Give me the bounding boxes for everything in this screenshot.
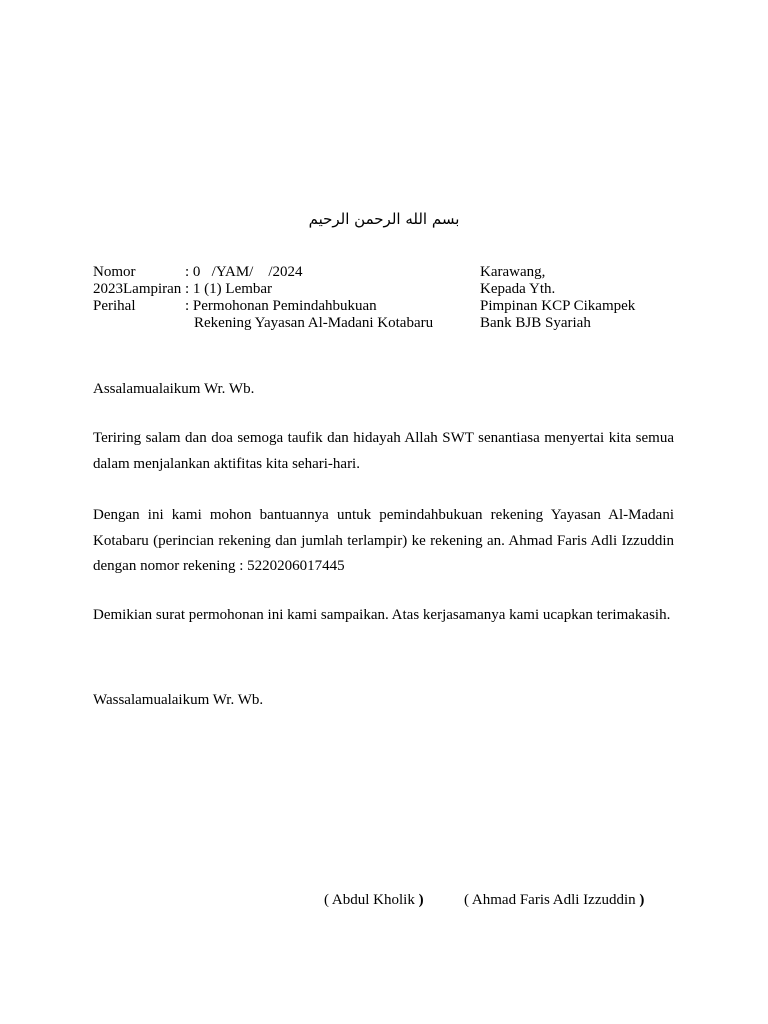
- signature-left-name: ( Abdul Kholik: [324, 892, 419, 908]
- recipient-name: Pimpinan KCP Cikampek: [480, 298, 636, 314]
- lampiran-value: : 1 (1) Lembar: [185, 281, 273, 297]
- nomor-label: Nomor: [93, 264, 136, 280]
- opening-greeting: Assalamualaikum Wr. Wb.: [93, 381, 255, 397]
- paragraph-request: Dengan ini kami mohon bantuannya untuk pemindahbukuan rekening Yayasan Al-Madani Kotabaru (perincian rekening dan jumlah terlampir) ke rekening an. Ahmad Faris Adli Izzuddin dengan nomor rekening : 5220206017445: [93, 507, 674, 574]
- signature-right: [464, 892, 644, 909]
- perihal-value-line-1: : Permohonan Pemindahbukuan: [185, 298, 377, 314]
- paragraph-closing: Demikian surat permohonan ini kami sampaikan. Atas kerjasamanya kami ucapkan terimakasih.: [93, 607, 671, 623]
- basmala-heading: بسم الله الرحمن الرحيم: [308, 210, 460, 228]
- paragraph-intro: Teriring salam dan doa semoga taufik dan hidayah Allah SWT senantiasa menyertai kita semua dalam menjalankan aktifitas kita sehari-hari.: [93, 430, 674, 472]
- signature-right-name: ( Ahmad Faris Adli Izzuddin: [464, 892, 640, 908]
- signature-right-close: ): [639, 892, 645, 908]
- lampiran-label: 2023Lampiran: [93, 281, 182, 297]
- city-date: Karawang,: [480, 264, 546, 280]
- closing-greeting: Wassalamualaikum Wr. Wb.: [93, 692, 264, 708]
- perihal-value-line-2: Rekening Yayasan Al-Madani Kotabaru: [194, 315, 434, 331]
- recipient-bank: Bank BJB Syariah: [480, 315, 591, 331]
- recipient-salutation: Kepada Yth.: [480, 281, 556, 297]
- perihal-label: Perihal: [93, 298, 136, 314]
- signature-left: [324, 892, 424, 909]
- signature-left-close: ): [418, 892, 424, 908]
- nomor-value: : 0 /YAM/ /2024: [185, 264, 303, 280]
